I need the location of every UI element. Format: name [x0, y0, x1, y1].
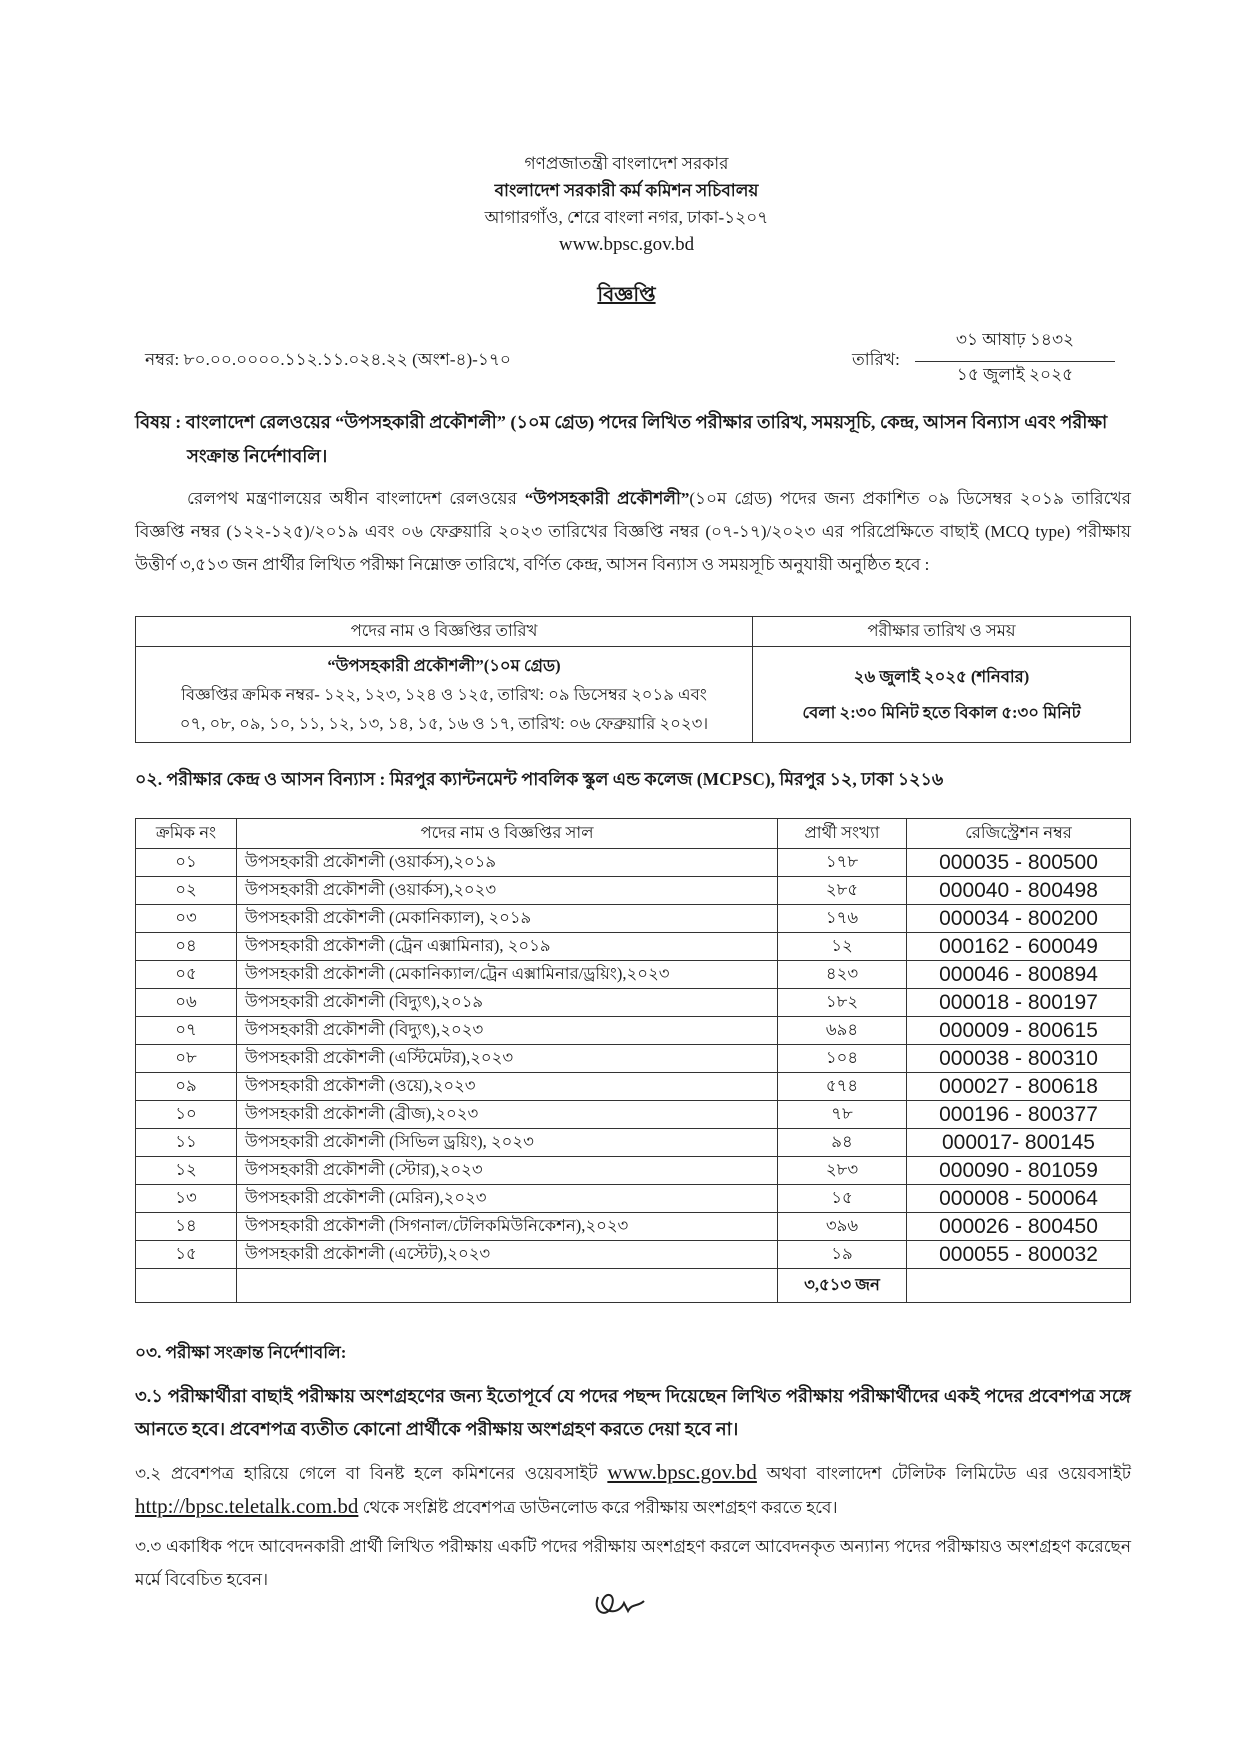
post-cell: উপসহকারী প্রকৌশলী (ওয়ার্কস),২০২৩ [237, 877, 778, 905]
govt-name: গণপ্রজাতন্ত্রী বাংলাদেশ সরকার [524, 154, 729, 173]
section-3-heading: ০৩. পরীক্ষা সংক্রান্ত নির্দেশাবলি: [135, 1343, 347, 1362]
serial-cell: ০৪ [136, 933, 237, 961]
candidates-cell: ২৮৩ [778, 1157, 907, 1185]
candidates-cell: ৩৯৬ [778, 1213, 907, 1241]
header-serial: ক্রমিক নং [136, 819, 237, 849]
table-row [136, 1073, 1131, 1101]
serial-cell: ০১ [136, 849, 237, 877]
empty-cell [136, 1269, 237, 1303]
candidates-cell: ৪২৩ [778, 961, 907, 989]
registration-cell: 000018 - 800197 [907, 989, 1131, 1017]
registration-cell: 000017- 800145 [907, 1129, 1131, 1157]
date-bangla: ৩১ আষাঢ় ১৪৩২ [915, 327, 1115, 362]
intro-paragraph: রেলপথ মন্ত্রণালয়ের অধীন বাংলাদেশ রেলওয়ের “উপসহকারী প্রকৌশলী”(১০ম গ্রেড) পদের জন্য প্রকাশিত ০৯ ডিসেম্বর ২০১৯ তারিখের বিজ্ঞপ্তি নম্বর (১২২-১২৫)/২০১৯ এবং ০৬ ফেব্রুয়ারি ২০২৩ তারিখের বিজ্ঞপ্তি নম্বর (০৭-১৭)/২০২৩ এর পরিপ্রেক্ষিতে বাছাই (MCQ type) পরীক্ষায় উত্তীর্ণ ৩,৫১৩ জন প্রার্থীর লিখিত পরীক্ষা নিম্নোক্ত তারিখে, বর্ণিত কেন্দ্র, আসন বিন্যাস ও সময়সূচি অনুযায়ী অনুষ্ঠিত হবে : [135, 489, 1132, 574]
seat-plan-table [135, 818, 1131, 1303]
registration-cell: 000034 - 800200 [907, 905, 1131, 933]
table-row [136, 1045, 1131, 1073]
post-cell: উপসহকারী প্রকৌশলী (বিদ্যুৎ),২০২৩ [237, 1017, 778, 1045]
header-candidates: প্রার্থী সংখ্যা [778, 819, 907, 849]
total-candidates: ৩,৫১৩ জন [778, 1269, 907, 1303]
table-row [136, 1185, 1131, 1213]
post-cell: উপসহকারী প্রকৌশলী (সিভিল ড্রয়িং), ২০২৩ [237, 1129, 778, 1157]
post-cell: উপসহকারী প্রকৌশলী (এস্টেট),২০২৩ [237, 1241, 778, 1269]
post-cell: উপসহকারী প্রকৌশলী (মেকানিক্যাল), ২০১৯ [237, 905, 778, 933]
registration-cell: 000162 - 600049 [907, 933, 1131, 961]
serial-cell: ১০ [136, 1101, 237, 1129]
serial-cell: ১৪ [136, 1213, 237, 1241]
serial-cell: ১৫ [136, 1241, 237, 1269]
subject: বিষয় : বাংলাদেশ রেলওয়ের “উপসহকারী প্রকৌশলী” (১০ম গ্রেড) পদের লিখিত পরীক্ষার তারিখ, সময়সূচি, কেন্দ্র, আসন বিন্যাস এবং পরীক্ষা সংক্রান্ত নির্দেশাবলি। [135, 412, 1108, 466]
registration-cell: 000055 - 800032 [907, 1241, 1131, 1269]
table-row [136, 933, 1131, 961]
serial-cell: ০৭ [136, 1017, 237, 1045]
notice-title: বিজ্ঞপ্তি [597, 284, 656, 306]
post-cell: উপসহকারী প্রকৌশলী (ব্রীজ),২০২৩ [237, 1101, 778, 1129]
post-cell: উপসহকারী প্রকৌশলী (বিদ্যুৎ),২০১৯ [237, 989, 778, 1017]
memo-number: নম্বর: ৮০.০০.০০০০.১১২.১১.০২৪.২২ (অংশ-৪)-১৭০ [145, 350, 511, 369]
instruction-3-3: ৩.৩ একাধিক পদে আবেদনকারী প্রার্থী লিখিত পরীক্ষায় একটি পদের পরীক্ষায় অংশগ্রহণ করলে আবেদনকৃত অন্যান্য পদের পরীক্ষায়ও অংশগ্রহণ করেছেন মর্মে বিবেচিত হবেন। [135, 1537, 1131, 1589]
candidates-cell: ৬৯৪ [778, 1017, 907, 1045]
website: www.bpsc.gov.bd [558, 234, 695, 255]
teletalk-link[interactable]: http://bpsc.teletalk.com.bd [135, 1494, 359, 1518]
date-label: তারিখ: [852, 350, 900, 369]
table-row [136, 1129, 1131, 1157]
header-exam-time: পরীক্ষার তারিখ ও সময় [753, 617, 1131, 647]
registration-cell: 000009 - 800615 [907, 1017, 1131, 1045]
table-row [136, 1213, 1131, 1241]
post-cell: উপসহকারী প্রকৌশলী (এস্টিমেটর),২০২৩ [237, 1045, 778, 1073]
post-name: “উপসহকারী প্রকৌশলী”(১০ম গ্রেড) [327, 656, 561, 675]
serial-cell: ০২ [136, 877, 237, 905]
registration-cell: 000035 - 800500 [907, 849, 1131, 877]
table-row [136, 1101, 1131, 1129]
post-cell: উপসহকারী প্রকৌশলী (স্টোর),২০২৩ [237, 1157, 778, 1185]
office-name: বাংলাদেশ সরকারী কর্ম কমিশন সচিবালয় [494, 181, 759, 200]
post-cell: উপসহকারী প্রকৌশলী (মেরিন),২০২৩ [237, 1185, 778, 1213]
post-cell: উপসহকারী প্রকৌশলী (ট্রেন এক্সামিনার), ২০১৯ [237, 933, 778, 961]
candidates-cell: ১৮২ [778, 989, 907, 1017]
exam-time: বেলা ২:৩০ মিনিট হতে বিকাল ৫:৩০ মিনিট [802, 702, 1081, 722]
candidates-cell: ৯৪ [778, 1129, 907, 1157]
header-post-year: পদের নাম ও বিজ্ঞপ্তির সাল [237, 819, 778, 849]
serial-cell: ১১ [136, 1129, 237, 1157]
total-row [136, 1269, 1131, 1303]
candidates-cell: ১৯ [778, 1241, 907, 1269]
serial-cell: ১৩ [136, 1185, 237, 1213]
candidates-cell: ১০৪ [778, 1045, 907, 1073]
candidates-cell: ১২ [778, 933, 907, 961]
instruction-3-2: ৩.২ প্রবেশপত্র হারিয়ে গেলে বা বিনষ্ট হলে কমিশনের ওয়েবসাইট www.bpsc.gov.bd অথবা বাংলাদেশ টেলিটক লিমিটেড এর ওয়েবসাইট http://bpsc.teletalk.com.bd থেকে সংশ্লিষ্ট প্রবেশপত্র ডাউনলোড করে পরীক্ষায় অংশগ্রহণ করতে হবে। [135, 1460, 1131, 1518]
candidates-cell: ১৭৮ [778, 849, 907, 877]
circular-2023: ০৭, ০৮, ০৯, ১০, ১১, ১২, ১৩, ১৪, ১৫, ১৬ ও ১৭, তারিখ: ০৬ ফেব্রুয়ারি ২০২৩। [179, 714, 709, 733]
candidates-cell: ১৫ [778, 1185, 907, 1213]
registration-cell: 000040 - 800498 [907, 877, 1131, 905]
registration-cell: 000196 - 800377 [907, 1101, 1131, 1129]
table-row [136, 1017, 1131, 1045]
candidates-cell: ১৭৬ [778, 905, 907, 933]
table-row [136, 989, 1131, 1017]
registration-cell: 000046 - 800894 [907, 961, 1131, 989]
circular-2019: বিজ্ঞপ্তির ক্রমিক নম্বর- ১২২, ১২৩, ১২৪ ও ১২৫, তারিখ: ০৯ ডিসেম্বর ২০১৯ এবং [181, 685, 707, 704]
table-row [136, 961, 1131, 989]
table-row [136, 1157, 1131, 1185]
serial-cell: ০৫ [136, 961, 237, 989]
serial-cell: ১২ [136, 1157, 237, 1185]
office-address: আগারগাঁও, শেরে বাংলা নগর, ঢাকা-১২০৭ [484, 208, 769, 227]
post-cell: উপসহকারী প্রকৌশলী (ওয়ার্কস),২০১৯ [237, 849, 778, 877]
serial-cell: ০৮ [136, 1045, 237, 1073]
schedule-table [135, 616, 1131, 743]
exam-date: ২৬ জুলাই ২০২৫ (শনিবার) [853, 666, 1030, 686]
post-cell: উপসহকারী প্রকৌশলী (মেকানিক্যাল/ট্রেন এক্সামিনার/ড্রয়িং),২০২৩ [237, 961, 778, 989]
empty-cell [237, 1269, 778, 1303]
letterhead [0, 150, 1253, 258]
header-registration: রেজিস্ট্রেশন নম্বর [907, 819, 1131, 849]
registration-cell: 000026 - 800450 [907, 1213, 1131, 1241]
registration-cell: 000008 - 500064 [907, 1185, 1131, 1213]
header-post: পদের নাম ও বিজ্ঞপ্তির তারিখ [136, 617, 753, 647]
candidates-cell: ৭৮ [778, 1101, 907, 1129]
serial-cell: ০৯ [136, 1073, 237, 1101]
candidates-cell: ২৮৫ [778, 877, 907, 905]
table-row [136, 905, 1131, 933]
registration-cell: 000090 - 801059 [907, 1157, 1131, 1185]
bpsc-link[interactable]: www.bpsc.gov.bd [607, 1460, 757, 1484]
table-row [136, 849, 1131, 877]
serial-cell: ০৩ [136, 905, 237, 933]
post-cell: উপসহকারী প্রকৌশলী (সিগনাল/টেলিকমিউনিকেশন),২০২৩ [237, 1213, 778, 1241]
table-row [136, 1241, 1131, 1269]
signature [590, 1585, 650, 1625]
candidates-cell: ৫৭৪ [778, 1073, 907, 1101]
date-english: ১৫ জুলাই ২০২৫ [956, 365, 1074, 384]
table-row [136, 877, 1131, 905]
instruction-3-1: ৩.১ পরীক্ষার্থীরা বাছাই পরীক্ষায় অংশগ্রহণের জন্য ইতোপূর্বে যে পদের পছন্দ দিয়েছেন লিখিত পরীক্ষায় পরীক্ষার্থীদের একই পদের প্রবেশপত্র সঙ্গে আনতে হবে। প্রবেশপত্র ব্যতীত কোনো প্রার্থীকে পরীক্ষায় অংশগ্রহণ করতে দেয়া হবে না। [135, 1386, 1131, 1439]
registration-cell: 000038 - 800310 [907, 1045, 1131, 1073]
serial-cell: ০৬ [136, 989, 237, 1017]
registration-cell: 000027 - 800618 [907, 1073, 1131, 1101]
post-cell: উপসহকারী প্রকৌশলী (ওয়ে),২০২৩ [237, 1073, 778, 1101]
empty-cell [907, 1269, 1131, 1303]
section-2-heading: ০২. পরীক্ষার কেন্দ্র ও আসন বিন্যাস : মিরপুর ক্যান্টনমেন্ট পাবলিক স্কুল এন্ড কলেজ (MCPSC), মিরপুর ১২, ঢাকা ১২১৬ [135, 769, 944, 789]
